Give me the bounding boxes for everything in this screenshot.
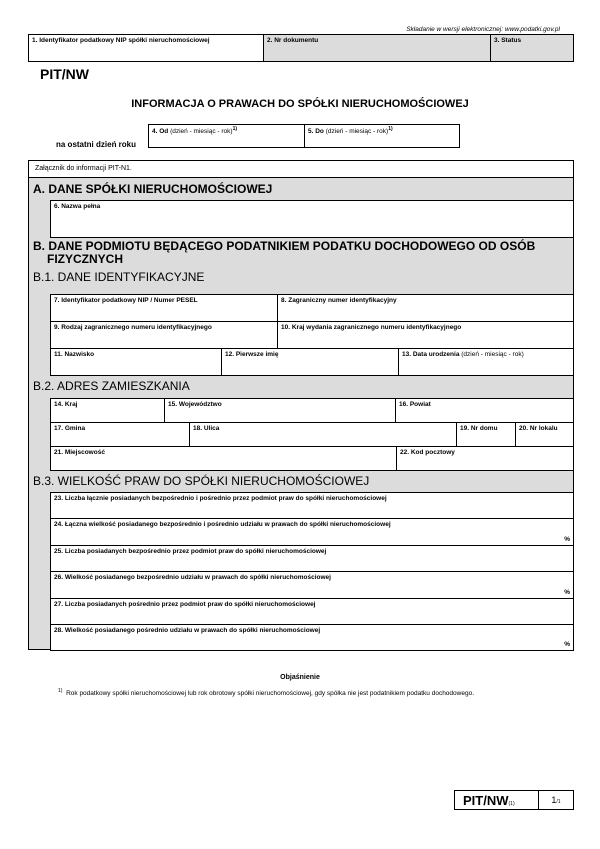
section-b-title-line2: FIZYCZNYCH — [47, 252, 123, 266]
section-b-title — [29, 240, 573, 266]
document-number-field — [263, 34, 491, 62]
footer-box — [454, 790, 574, 810]
birth-date-field[interactable]: 13. Data urodzenia (dzień - miesiąc - rok) — [398, 348, 574, 376]
period-to-field[interactable] — [304, 124, 460, 148]
total-rights-count-field[interactable]: 23. Liczba łącznie posiadanych bezpośrednio i pośrednio przez podmiot praw do spółki nieruchomościowej — [50, 492, 574, 519]
foreign-id-field[interactable]: 8. Zagraniczny numer identyfikacyjny — [277, 294, 574, 322]
percent-sign: % — [564, 640, 570, 648]
period-from-field[interactable] — [148, 124, 305, 148]
percent-sign: % — [564, 535, 570, 543]
company-name-label: 6. Nazwa pełna — [54, 203, 101, 210]
foreign-id-type-field[interactable]: 9. Rodzaj zagranicznego numeru identyfikacyjnego — [50, 321, 278, 349]
section-b3-title: B.3. WIELKOŚĆ PRAW DO SPÓŁKI NIERUCHOMOŚCIOWEJ — [29, 474, 573, 488]
period-from-hint: (dzień - miesiąc - rok) — [170, 128, 233, 136]
direct-rights-count-field[interactable]: 25. Liczba posiadanych bezpośrednio przez podmiot praw do spółki nieruchomościowej — [50, 545, 574, 572]
direct-share-field[interactable]: 26. Wielkość posiadanego bezpośrednio udziału w prawach do spółki nieruchomościowej % — [50, 571, 574, 599]
period-label: na ostatni dzień roku — [56, 140, 137, 149]
foreign-id-country-field[interactable]: 10. Kraj wydania zagranicznego numeru identyfikacyjnego — [277, 321, 574, 349]
document-number-label: 2. Nr dokumentu — [267, 37, 319, 44]
period-from-label: 4. Od — [152, 128, 169, 136]
footnote-mark: 1) — [388, 126, 393, 132]
period-to-hint: (dzień - miesiąc - rok) — [325, 128, 389, 136]
birth-date-hint: (dzień - miesiąc - rok) — [461, 351, 524, 358]
page-total: /1 — [556, 799, 561, 805]
footnote-mark: 1) — [232, 126, 238, 132]
form-title: INFORMACJA O PRAWACH DO SPÓŁKI NIERUCHOMOŚCIOWEJ — [131, 98, 469, 110]
percent-sign: % — [564, 588, 570, 596]
explanation-text: $^{1)}$ Rok podatkowy spółki nieruchomościowej lub rok obrotowy spółki nieruchomościowej, gdy spółka nie jest podatnikiem podatku dochodowego. — [58, 688, 474, 698]
page-number: 1/1 — [551, 795, 561, 805]
period-to-label: 5. Do — [308, 128, 324, 136]
nip-pesel-field[interactable]: 7. Identyfikator podatkowy NIP / Numer PESEL — [50, 294, 278, 322]
postal-code-field[interactable]: 22. Kod pocztowy — [396, 446, 574, 471]
section-b2-title: B.2. ADRES ZAMIESZKANIA — [29, 379, 573, 393]
total-share-field[interactable]: 24. Łączna wielkość posiadanego bezpośrednio i pośrednio udziału w prawach do spółki nieruchomościowej % — [50, 518, 574, 546]
surname-field[interactable]: 11. Nazwisko — [50, 348, 222, 376]
footer-form-code: PIT/NW(1) — [455, 791, 539, 809]
district-field[interactable]: 16. Powiat — [395, 398, 574, 423]
explanation-title: Objaśnienie — [280, 674, 320, 681]
nip-company-field[interactable] — [28, 34, 264, 62]
nip-company-label: 1. Identyfikator podatkowy NIP spółki nieruchomościowej — [32, 37, 210, 44]
indirect-share-field[interactable]: 28. Wielkość posiadanego pośrednio udziału w prawach do spółki nieruchomościowej % — [50, 624, 574, 651]
first-name-field[interactable]: 12. Pierwsze imię — [221, 348, 399, 376]
country-field[interactable]: 14. Kraj — [50, 398, 165, 423]
apartment-number-field[interactable]: 20. Nr lokalu — [515, 422, 574, 447]
section-b1-title: B.1. DANE IDENTYFIKACYJNE — [29, 270, 573, 284]
house-number-field[interactable]: 19. Nr domu — [456, 422, 516, 447]
electronic-filing-note: Składanie w wersji elektronicznej: www.podatki.gov.pl — [406, 26, 560, 33]
municipality-field[interactable]: 17. Gmina — [50, 422, 190, 447]
attachment-note: Załącznik do informacji PIT-N1. — [28, 160, 574, 178]
form-code: PIT/NW — [40, 66, 89, 82]
footer-version: (1) — [508, 801, 515, 807]
company-name-field[interactable] — [50, 200, 574, 238]
status-label: 3. Status — [494, 37, 522, 44]
city-field[interactable]: 21. Miejscowość — [50, 446, 397, 471]
section-a-title: A. DANE SPÓŁKI NIERUCHOMOŚCIOWEJ — [29, 182, 573, 196]
street-field[interactable]: 18. Ulica — [189, 422, 457, 447]
explanation-mark: 1) — [58, 688, 63, 694]
section-b-title-line1: B. DANE PODMIOTU BĘDĄCEGO PODATNIKIEM PODATKU DOCHODOWEGO OD OSÓB — [33, 239, 536, 253]
voivodeship-field[interactable]: 15. Województwo — [164, 398, 396, 423]
indirect-rights-count-field[interactable]: 27. Liczba posiadanych pośrednio przez podmiot praw do spółki nieruchomościowej — [50, 598, 574, 625]
status-field — [490, 34, 574, 62]
